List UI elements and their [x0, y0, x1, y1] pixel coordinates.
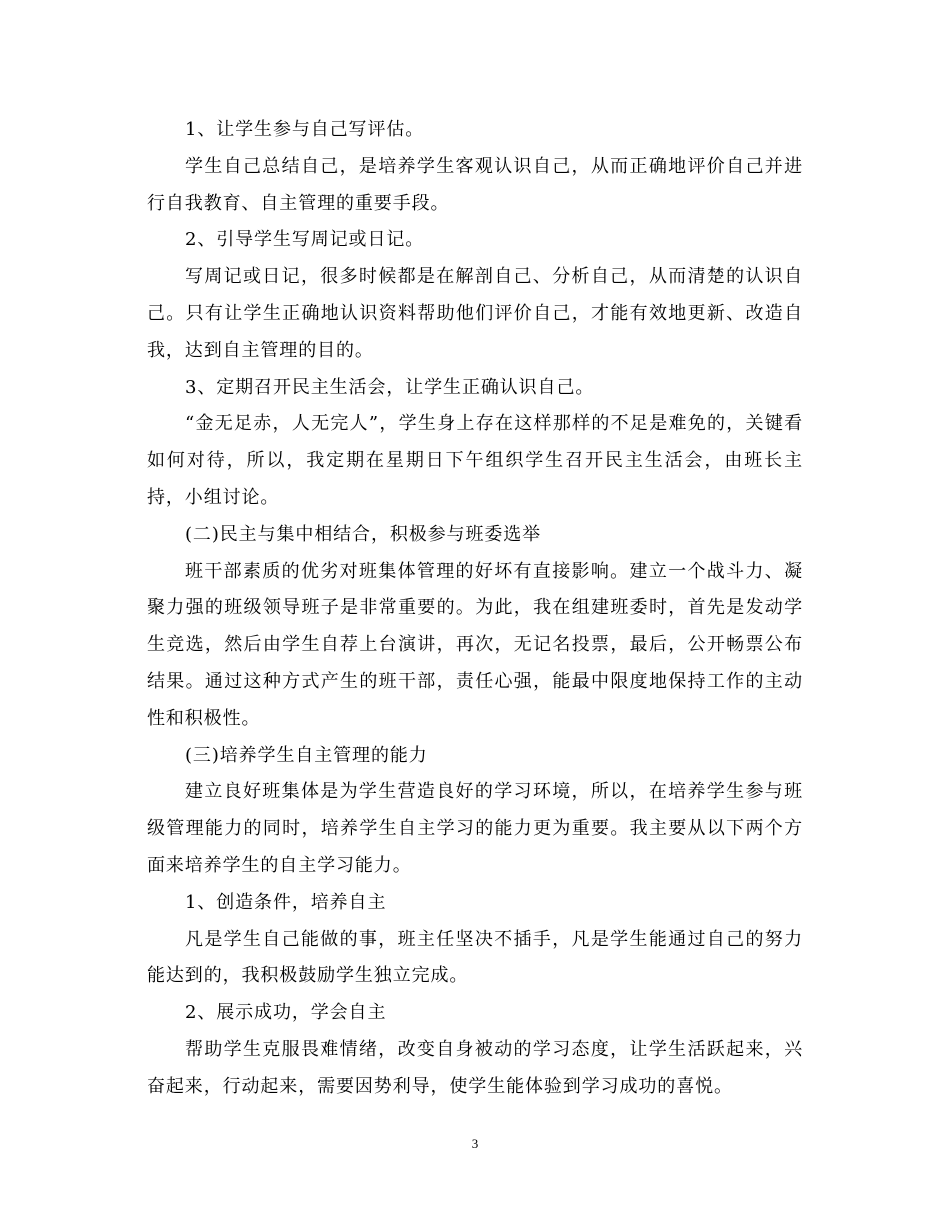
section-item-heading: 3、定期召开民主生活会，让学生正确认识自己。: [185, 376, 595, 398]
section-heading: (三)培养学生自主管理的能力: [185, 744, 428, 766]
body-paragraph: 凡是学生自己能做的事，班主任坚决不插手，凡是学生能通过自己的努力能达到的，我积极鼓励学生独立完成。: [147, 928, 803, 987]
body-paragraph: 学生自己总结自己，是培养学生客观认识自己，从而正确地评价自己并进行自我教育、自主管理的重要手段。: [147, 155, 803, 214]
body-paragraph: “金无足赤，人无完人”，学生身上存在这样那样的不足是难免的，关键看如何对待，所以，我定期在星期日下午组织学生召开民主生活会，由班长主持，小组讨论。: [147, 413, 803, 508]
body-paragraph: 班干部素质的优劣对班集体管理的好坏有直接影响。建立一个战斗力、凝聚力强的班级领导班子是非常重要的。为此，我在组建班委时，首先是发动学生竞选，然后由学生自荐上台演讲，再次，无记名投票，最后，公开畅票公布结果。通过这种方式产生的班干部，责任心强，能最中限度地保持工作的主动性和积极性。: [147, 560, 803, 729]
body-paragraph: 写周记或日记，很多时候都是在解剖自己、分析自己，从而清楚的认识自己。只有让学生正确地认识资料帮助他们评价自己，才能有效地更新、改造自我，达到自主管理的目的。: [147, 266, 803, 361]
section-item-heading: 1、让学生参与自己写评估。: [185, 119, 425, 140]
section-heading: (二)民主与集中相结合，积极参与班委选举: [185, 523, 542, 545]
section-item-heading: 2、引导学生写周记或日记。: [185, 229, 425, 251]
body-paragraph: 建立良好班集体是为学生营造良好的学习环境，所以，在培养学生参与班级管理能力的同时，培养学生自主学习的能力更为重要。我主要从以下两个方面来培养学生的自主学习能力。: [147, 781, 803, 876]
section-item-heading: 2、展示成功，学会自主: [185, 1002, 387, 1024]
page-number: 3: [471, 1136, 479, 1151]
body-paragraph: 帮助学生克服畏难情绪，改变自身被动的学习态度，让学生活跃起来，兴奋起来，行动起来，需要因势利导，使学生能体验到学习成功的喜悦。: [147, 1038, 803, 1097]
page-body: [147, 112, 803, 1106]
section-item-heading: 1、创造条件，培养自主: [185, 891, 387, 913]
